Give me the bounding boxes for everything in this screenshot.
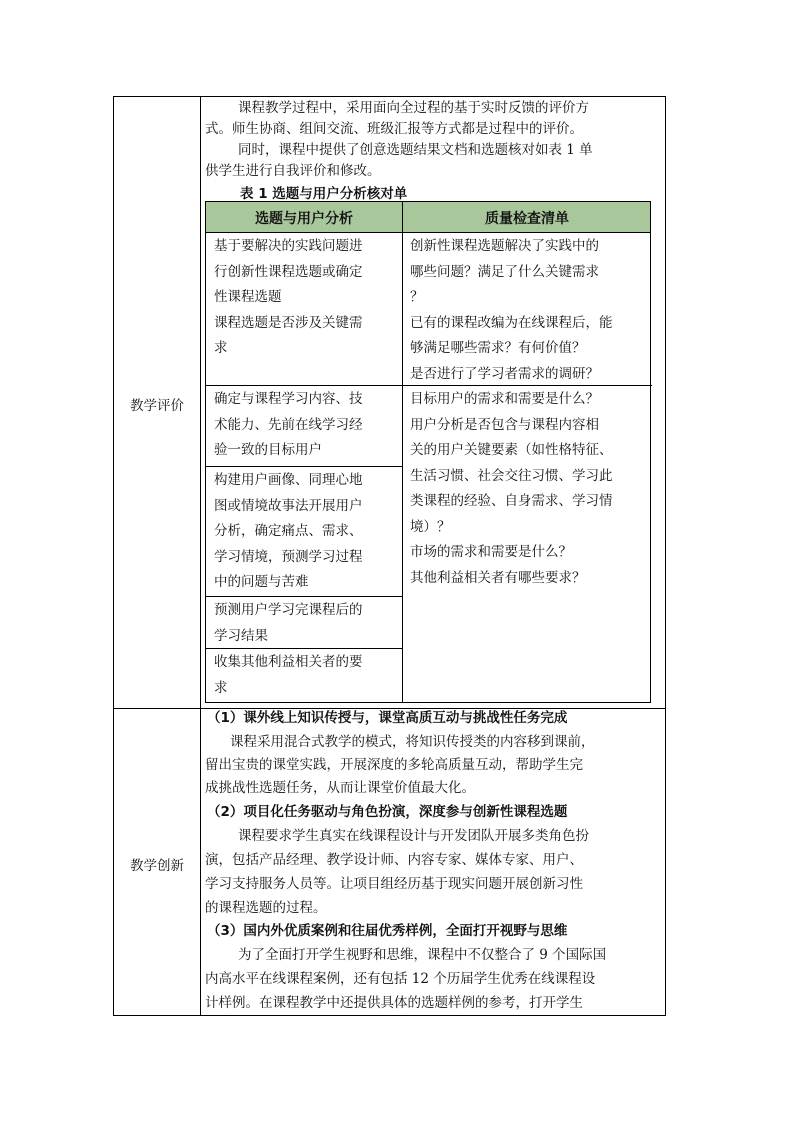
left-cell-5 bbox=[214, 650, 363, 701]
innovation-heading-2: （2）项目化任务驱动与角色扮演，深度参与创新性课程选题 bbox=[207, 804, 568, 820]
cell-line: 学习情境，预测学习过程 bbox=[214, 548, 363, 565]
cell-line: 境）？ bbox=[410, 518, 451, 535]
cell-line: ？ bbox=[410, 289, 424, 305]
innovation-p1-line2: 留出宝贵的课堂实践，开展深度的多轮高质量互动，帮助学生完 bbox=[205, 757, 583, 773]
innovation-p1-line1: 课程采用混合式教学的模式，将知识传授类的内容移到课前， bbox=[230, 734, 595, 750]
cell-line: 够满足哪些需求？有何价值？ bbox=[410, 340, 586, 356]
innovation-heading-3: （3）国内外优质案例和往届优秀样例，全面打开视野与思维 bbox=[207, 923, 568, 939]
left-row-divider bbox=[206, 596, 402, 597]
cell-line: 术能力、先前在线学习经 bbox=[214, 416, 363, 433]
cell-line: 收集其他利益相关者的要 bbox=[214, 654, 363, 670]
column-divider bbox=[200, 97, 201, 1015]
cell-line: 确定与课程学习内容、技 bbox=[214, 391, 363, 407]
cell-line: 创新性课程选题解决了实践中的 bbox=[410, 238, 599, 254]
cell-line: 是否进行了学习者需求的调研？ bbox=[410, 365, 599, 382]
cell-line: 类课程的经验、自身需求、学习情 bbox=[410, 493, 613, 509]
cell-line: 构建用户画像、同理心地 bbox=[214, 472, 363, 488]
cell-line: 求 bbox=[214, 679, 228, 696]
cell-line: 用户分析是否包含与课程内容相 bbox=[410, 416, 599, 433]
cell-line: 学习结果 bbox=[214, 627, 268, 644]
cell-line: 哪些问题？满足了什么关键需求 bbox=[410, 263, 599, 280]
left-cell-4 bbox=[214, 598, 363, 649]
cell-line: 图或情境故事法开展用户 bbox=[214, 497, 363, 514]
table-header bbox=[206, 202, 650, 233]
innovation-p2-line3: 学习支持服务人员等。让项目组经历基于现实问题开展创新习性 bbox=[205, 876, 583, 892]
cell-line: 性课程选题 bbox=[214, 289, 282, 305]
cell-line: 关的用户关键要素（如性格特征、 bbox=[410, 442, 613, 458]
table-caption: 表 1 选题与用户分析核对单 bbox=[240, 186, 408, 202]
cell-line: 课程选题是否涉及关键需 bbox=[214, 314, 363, 331]
innovation-p2-line1: 课程要求学生真实在线课程设计与开发团队开展多类角色扮 bbox=[238, 828, 589, 844]
left-cell-1 bbox=[214, 234, 363, 362]
right-cell-2 bbox=[410, 387, 613, 591]
row-label-innovation: 教学创新 bbox=[130, 858, 184, 874]
cell-line: 预测用户学习完课程后的 bbox=[214, 602, 363, 618]
cell-line: 生活习惯、社会交往习惯、学习此 bbox=[410, 467, 613, 484]
left-cell-2 bbox=[214, 387, 363, 464]
cell-line: 分析，确定痛点、需求、 bbox=[214, 523, 363, 539]
cell-line: 目标用户的需求和需要是什么？ bbox=[410, 391, 599, 407]
cell-line: 已有的课程改编为在线课程后，能 bbox=[410, 314, 613, 331]
table-column-divider bbox=[402, 202, 403, 702]
evaluation-para1-line2: 式。师生协商、组间交流、班级汇报等方式都是过程中的评价。 bbox=[205, 121, 583, 137]
innovation-p3-line1: 为了全面打开学生视野和思维，课程中不仅整合了 9 个国际国 bbox=[238, 947, 607, 963]
left-cell-3 bbox=[214, 468, 363, 596]
innovation-p1-line3: 成挑战性选题任务，从而让课堂价值最大化。 bbox=[205, 780, 475, 796]
cell-line: 市场的需求和需要是什么？ bbox=[410, 544, 572, 560]
header-user-analysis: 选题与用户分析 bbox=[255, 211, 353, 227]
cell-line: 中的问题与苦难 bbox=[214, 574, 309, 590]
cell-line: 验一致的目标用户 bbox=[214, 442, 322, 458]
innovation-p2-line2: 演，包括产品经理、教学设计师、内容专家、媒体专家、用户、 bbox=[205, 852, 583, 868]
cell-line: 行创新性课程选题或确定 bbox=[214, 263, 363, 280]
innovation-p2-line4: 的课程选题的过程。 bbox=[205, 900, 327, 916]
row-label-evaluation: 教学评价 bbox=[130, 398, 184, 414]
innovation-heading-1: （1）课外线上知识传授与，课堂高质互动与挑战性任务完成 bbox=[207, 710, 568, 726]
cell-line: 基于要解决的实践问题进 bbox=[214, 238, 363, 254]
left-row-divider bbox=[206, 466, 402, 467]
cell-line: 其他利益相关者有哪些要求？ bbox=[410, 569, 586, 586]
cell-line: 求 bbox=[214, 340, 228, 356]
innovation-p3-line2: 内高水平在线课程案例，还有包括 12 个历届学生优秀在线课程设 bbox=[205, 971, 596, 987]
right-cell-1 bbox=[410, 234, 613, 387]
evaluation-para1-line1: 课程教学过程中，采用面向全过程的基于实时反馈的评价方 bbox=[238, 100, 589, 116]
left-row-divider bbox=[206, 385, 402, 386]
header-quality-checklist: 质量检查清单 bbox=[485, 211, 569, 227]
evaluation-para2-line2: 供学生进行自我评价和修改。 bbox=[205, 163, 381, 179]
evaluation-para2-line1: 同时，课程中提供了创意选题结果文档和选题核对如表 1 单 bbox=[238, 142, 593, 158]
checklist-table bbox=[205, 201, 651, 703]
innovation-p3-line3: 计样例。在课程教学中还提供具体的选题样例的参考，打开学生 bbox=[205, 995, 583, 1011]
